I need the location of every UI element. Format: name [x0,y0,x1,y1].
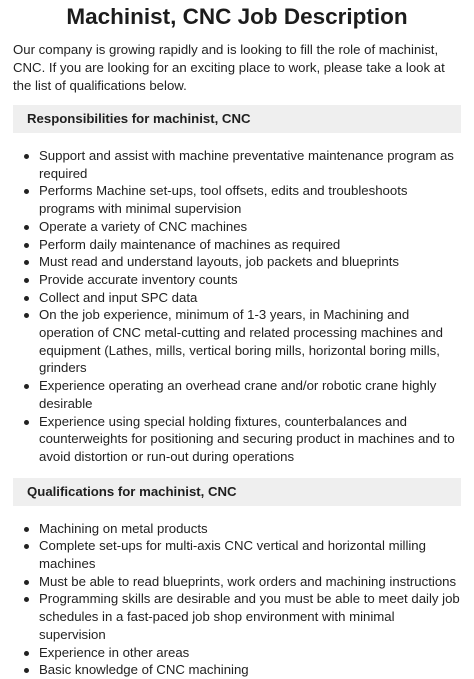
bullet-icon [24,296,29,301]
bullet-icon [24,260,29,265]
list-item [39,253,461,271]
list-item-text: Basic knowledge of CNC machining [39,662,249,678]
bullet-icon [24,313,29,318]
bullet-icon [24,189,29,194]
list-item-text: Collect and input SPC data [39,289,198,305]
list-item [39,413,461,466]
list-item-text: Support and assist with machine preventative maintenance program as required [39,148,454,181]
list-item-text: Must read and understand layouts, job packets and blueprints [39,254,399,270]
list-item-text: Performs Machine set-ups, tool offsets, edits and troubleshoots programs with minimal supervision [39,183,408,217]
bullet-icon [24,651,29,656]
list-item-text: Perform daily maintenance of machines as required [39,236,341,252]
qualifications-heading: Qualifications for machinist, CNC [13,478,461,506]
list-item [39,537,461,572]
list-item [39,147,461,182]
qualifications-list [13,520,461,679]
list-item [39,377,461,412]
bullet-icon [24,154,29,159]
list-item [39,306,461,377]
list-item [39,218,461,236]
bullet-icon [24,668,29,673]
list-item [39,520,461,538]
bullet-icon [24,420,29,425]
list-item-text: Experience operating an overhead crane and/or robotic crane highly desirable [39,378,437,411]
bullet-icon [24,544,29,549]
bullet-icon [24,225,29,230]
bullet-icon [24,597,29,602]
bullet-icon [24,243,29,248]
list-item [39,289,461,307]
list-item-text: Complete set-ups for multi-axis CNC vertical and horizontal milling machines [39,538,426,572]
list-item [39,644,461,662]
list-item [39,573,461,591]
list-item-text: Experience using special holding fixtures, counterbalances and counterweights for positioning and securing product in machines and to avoid distortion or run-out during operations [39,413,455,464]
list-item-text: Experience in other areas [39,644,190,660]
list-item-text: On the job experience, minimum of 1-3 years, in Machining and operation of CNC metal-cutting and related processing machines and equipment (Lathes, mills, vertical boring mills, horizontal boring mills, grinders [39,307,443,376]
intro-paragraph: Our company is growing rapidly and is looking to fill the role of machinist, CNC. If you are looking for an exciting place to work, please take a look at the list of qualifications below. [13,42,445,93]
list-item-text: Machining on metal products [39,520,208,536]
page-title: Machinist, CNC Job Description [66,4,408,29]
list-item [39,236,461,254]
responsibilities-list [13,147,461,466]
bullet-icon [24,580,29,585]
list-item [39,661,461,679]
bullet-icon [24,384,29,389]
list-item-text: Provide accurate inventory counts [39,271,238,287]
list-item-text: Must be able to read blueprints, work orders and machining instructions [39,573,457,589]
bullet-icon [24,278,29,283]
responsibilities-heading: Responsibilities for machinist, CNC [13,105,461,133]
list-item [39,271,461,289]
bullet-icon [24,527,29,532]
list-item-text: Operate a variety of CNC machines [39,218,248,234]
list-item-text: Programming skills are desirable and you must be able to meet daily job schedules in a fast-paced job shop environment with minimal supervision [39,591,460,642]
list-item [39,182,461,217]
list-item [39,590,461,643]
